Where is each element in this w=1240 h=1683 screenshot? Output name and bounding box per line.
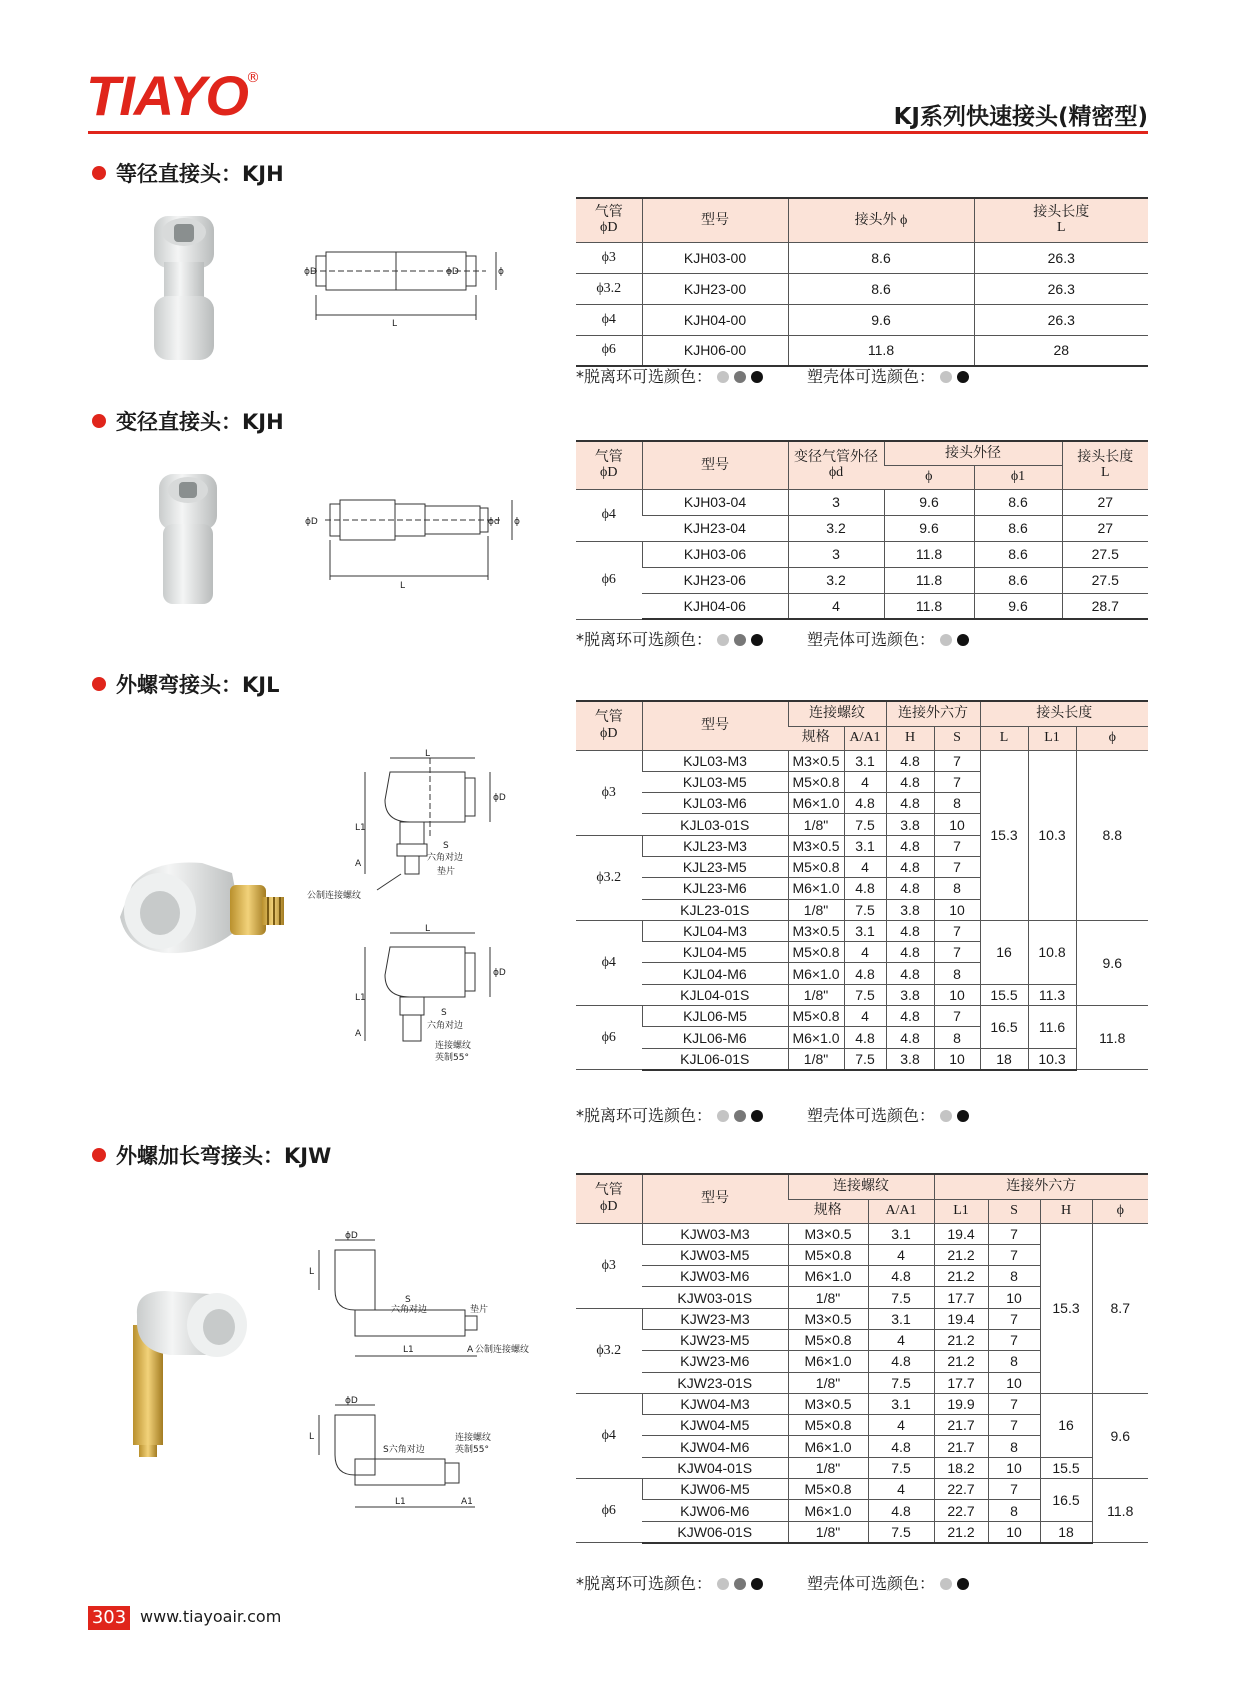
table-row: KJL23-M6 M6×1.0 4.8 4.8 8 bbox=[576, 878, 1148, 899]
label-conn-thread: 连接螺纹 bbox=[455, 1433, 492, 1443]
bullet-icon bbox=[92, 166, 106, 180]
table-row: KJL23-M5 M5×0.8 4 4.8 7 bbox=[576, 856, 1148, 877]
product-photo-kjw bbox=[125, 1285, 265, 1460]
th-od: 气管 ϕD bbox=[576, 198, 642, 242]
table-row: KJW04-01S 1/8" 7.5 18.2 10 15.5 bbox=[576, 1457, 1148, 1478]
th-thread: 连接螺纹 bbox=[788, 1174, 934, 1199]
label-british55: 英制55° bbox=[435, 1053, 469, 1063]
label-l1: L1 bbox=[403, 1345, 414, 1355]
table-row: KJW03-M5 M5×0.8 4 21.2 7 bbox=[576, 1244, 1148, 1265]
table-row: ϕ3 KJW03-M3 M3×0.5 3.1 19.4 7 15.3 8.7 bbox=[576, 1223, 1148, 1244]
th-od: 气管 ϕD bbox=[576, 701, 642, 750]
table-row: KJL03-M6 M6×1.0 4.8 4.8 8 bbox=[576, 793, 1148, 814]
label-british55: 英制55° bbox=[455, 1445, 489, 1455]
th-model: 型号 bbox=[642, 441, 788, 489]
table-row: KJL04-01S 1/8" 7.5 3.8 10 15.5 11.3 bbox=[576, 984, 1148, 1005]
page-number: 303 bbox=[88, 1606, 130, 1630]
table-row: ϕ6 KJH03-06 3 11.8 8.6 27.5 bbox=[576, 541, 1148, 567]
drawing-kjw bbox=[309, 1230, 555, 1520]
label-a: A bbox=[355, 859, 362, 869]
th-l1: L1 bbox=[1028, 726, 1076, 750]
label-a1: A1 bbox=[461, 1497, 473, 1507]
product-photo-kjl bbox=[112, 855, 302, 975]
label-s-2: S bbox=[441, 1008, 447, 1018]
label-l-2: L bbox=[425, 924, 431, 934]
th-model: 型号 bbox=[642, 198, 788, 242]
ring-color-3-icon bbox=[751, 1110, 763, 1122]
label-s: S bbox=[405, 1295, 411, 1305]
drawing-kjh-equal bbox=[296, 240, 511, 340]
ring-color-2-icon bbox=[734, 1110, 746, 1122]
label-a: A bbox=[467, 1345, 474, 1355]
header-rule bbox=[88, 131, 1148, 134]
th-phi1: ϕ1 bbox=[974, 465, 1062, 489]
table-row: KJW03-M6 M6×1.0 4.8 21.2 8 bbox=[576, 1266, 1148, 1287]
table-row: KJW03-01S 1/8" 7.5 17.7 10 bbox=[576, 1287, 1148, 1308]
label-washer: 垫片 bbox=[470, 1305, 489, 1315]
table-kjh-equal bbox=[576, 197, 1148, 367]
th-outer: 接头外径 bbox=[884, 441, 1062, 465]
bullet-icon bbox=[92, 414, 106, 428]
th-h: H bbox=[886, 726, 934, 750]
series-title: KJ系列快速接头(精密型) bbox=[893, 104, 1148, 130]
ring-color-1-icon bbox=[717, 634, 729, 646]
table-row: ϕ4 KJH04-00 9.6 26.3 bbox=[576, 304, 1148, 335]
body-color-1-icon bbox=[940, 371, 952, 383]
drawing-kjh-reducing bbox=[300, 490, 530, 590]
color-note-3: *脱离环可选颜色： 塑壳体可选颜色： bbox=[576, 1103, 969, 1126]
table-row: KJW04-M6 M6×1.0 4.8 21.7 8 bbox=[576, 1436, 1148, 1457]
table-row: KJW04-M5 M5×0.8 4 21.7 7 bbox=[576, 1415, 1148, 1436]
th-a: A/A1 bbox=[868, 1199, 934, 1223]
th-a: A/A1 bbox=[844, 726, 886, 750]
table-row: ϕ3 KJL03-M3 M3×0.5 3.1 4.8 7 15.3 10.3 8.8 bbox=[576, 750, 1148, 771]
table-row: KJW06-M6 M6×1.0 4.8 22.7 8 bbox=[576, 1500, 1148, 1521]
table-kjh-reducing bbox=[576, 440, 1148, 620]
ring-color-1-icon bbox=[717, 1110, 729, 1122]
label-l1: L1 bbox=[355, 823, 366, 833]
body-color-2-icon bbox=[957, 1110, 969, 1122]
label-phid-small: ϕd bbox=[488, 517, 500, 527]
label-metric-thread: 公制连接螺纹 bbox=[307, 891, 362, 901]
body-color-1-icon bbox=[940, 634, 952, 646]
table-row: KJW23-M5 M5×0.8 4 21.2 7 bbox=[576, 1329, 1148, 1350]
label-l: L bbox=[392, 319, 398, 329]
label-conn-thread: 连接螺纹 bbox=[435, 1041, 472, 1051]
label-phid: ϕD bbox=[493, 793, 506, 803]
th-phi: ϕ bbox=[884, 465, 974, 489]
th-thread: 连接螺纹 bbox=[788, 701, 886, 726]
label-metric-thread: 公制连接螺纹 bbox=[475, 1345, 530, 1355]
label-phid: ϕD bbox=[345, 1231, 358, 1241]
body-color-2-icon bbox=[957, 371, 969, 383]
body-color-1-icon bbox=[940, 1110, 952, 1122]
label-l: L bbox=[425, 749, 431, 759]
ring-color-2-icon bbox=[734, 1578, 746, 1590]
ring-color-3-icon bbox=[751, 634, 763, 646]
label-phi: ϕ bbox=[498, 267, 504, 277]
th-od: 气管 ϕD bbox=[576, 1174, 642, 1223]
table-row: KJL04-M5 M5×0.8 4 4.8 7 bbox=[576, 942, 1148, 963]
label-phid-right: ϕD bbox=[446, 267, 459, 277]
table-row: KJL03-01S 1/8" 7.5 3.8 10 bbox=[576, 814, 1148, 835]
label-hex-2: 六角对边 bbox=[427, 1021, 464, 1031]
registered-mark: ® bbox=[246, 70, 260, 86]
table-row: KJL23-01S 1/8" 7.5 3.8 10 bbox=[576, 899, 1148, 920]
th-outer: 接头外 ϕ bbox=[788, 198, 974, 242]
label-l1-2: L1 bbox=[355, 993, 366, 1003]
table-row: KJL04-M6 M6×1.0 4.8 4.8 8 bbox=[576, 963, 1148, 984]
table-row: ϕ4 KJL04-M3 M3×0.5 3.1 4.8 7 16 10.8 9.6 bbox=[576, 920, 1148, 941]
table-row: ϕ4 KJW04-M3 M3×0.5 3.1 19.9 7 16 9.6 bbox=[576, 1393, 1148, 1414]
ring-color-3-icon bbox=[751, 1578, 763, 1590]
table-row: ϕ3 KJH03-00 8.6 26.3 bbox=[576, 242, 1148, 273]
table-row: KJH04-06 4 11.8 9.6 28.7 bbox=[576, 593, 1148, 619]
label-washer: 垫片 bbox=[437, 867, 456, 877]
label-phi: ϕ bbox=[514, 517, 520, 527]
drawing-kjl bbox=[307, 749, 535, 1070]
th-spec: 规格 bbox=[788, 726, 844, 750]
label-l: L bbox=[309, 1267, 315, 1277]
th-length: 接头长度 bbox=[980, 701, 1148, 726]
label-s: S bbox=[443, 841, 449, 851]
th-hex: 连接外六方 bbox=[886, 701, 980, 726]
th-reduce: 变径气管外径 ϕd bbox=[788, 441, 884, 489]
label-l: L bbox=[400, 581, 406, 591]
section-title-kjl: 外螺弯接头：KJL bbox=[92, 669, 279, 699]
table-row: ϕ3.2 KJH23-00 8.6 26.3 bbox=[576, 273, 1148, 304]
table-row: KJL06-M6 M6×1.0 4.8 4.8 8 bbox=[576, 1027, 1148, 1048]
th-spec: 规格 bbox=[788, 1199, 868, 1223]
product-photo-kjh-reducing bbox=[155, 470, 225, 610]
ring-color-1-icon bbox=[717, 371, 729, 383]
body-color-2-icon bbox=[957, 634, 969, 646]
th-h: H bbox=[1040, 1199, 1092, 1223]
label-phid-left: ϕD bbox=[304, 267, 317, 277]
website-link[interactable]: www.tiayoair.com bbox=[140, 1607, 282, 1626]
label-phid: ϕD bbox=[305, 517, 318, 527]
label-phid-2: ϕD bbox=[493, 968, 506, 978]
th-model: 型号 bbox=[642, 1174, 788, 1223]
bullet-icon bbox=[92, 1148, 106, 1162]
label-hex: 六角对边 bbox=[391, 1305, 428, 1315]
table-row: ϕ4 KJH03-04 3 9.6 8.6 27 bbox=[576, 489, 1148, 515]
th-length: 接头长度 L bbox=[974, 198, 1148, 242]
color-note-2: *脱离环可选颜色： 塑壳体可选颜色： bbox=[576, 627, 969, 650]
label-l1-2: L1 bbox=[395, 1497, 406, 1507]
th-s: S bbox=[934, 726, 980, 750]
section-title-kjh-reducing: 变径直接头：KJH bbox=[92, 406, 284, 436]
table-row: KJW06-01S 1/8" 7.5 21.2 10 18 bbox=[576, 1521, 1148, 1543]
ring-color-2-icon bbox=[734, 371, 746, 383]
ring-color-3-icon bbox=[751, 371, 763, 383]
th-model: 型号 bbox=[642, 701, 788, 750]
label-l-2: L bbox=[309, 1432, 315, 1442]
th-s: S bbox=[988, 1199, 1040, 1223]
ring-color-1-icon bbox=[717, 1578, 729, 1590]
th-od: 气管 ϕD bbox=[576, 441, 642, 489]
table-row: ϕ6 KJW06-M5 M5×0.8 4 22.7 7 16.5 11.8 bbox=[576, 1479, 1148, 1500]
product-photo-kjh-equal bbox=[150, 210, 220, 365]
body-color-2-icon bbox=[957, 1578, 969, 1590]
table-row: ϕ6 KJL06-M5 M5×0.8 4 4.8 7 16.5 11.6 11.8 bbox=[576, 1006, 1148, 1027]
color-note-4: *脱离环可选颜色： 塑壳体可选颜色： bbox=[576, 1571, 969, 1594]
table-kjl bbox=[576, 700, 1148, 1071]
table-row: ϕ6 KJH06-00 11.8 28 bbox=[576, 335, 1148, 366]
table-row: KJH23-06 3.2 11.8 8.6 27.5 bbox=[576, 567, 1148, 593]
section-title-kjh-equal: 等径直接头：KJH bbox=[92, 158, 284, 188]
table-row: KJL06-01S 1/8" 7.5 3.8 10 18 10.3 bbox=[576, 1048, 1148, 1070]
section-title-kjw: 外螺加长弯接头：KJW bbox=[92, 1140, 331, 1170]
table-row: ϕ3.2 KJL23-M3 M3×0.5 3.1 4.8 7 bbox=[576, 835, 1148, 856]
th-length: 接头长度 L bbox=[1062, 441, 1148, 489]
table-row: ϕ3.2 KJW23-M3 M3×0.5 3.1 19.4 7 bbox=[576, 1308, 1148, 1329]
bullet-icon bbox=[92, 677, 106, 691]
table-row: KJW23-M6 M6×1.0 4.8 21.2 8 bbox=[576, 1351, 1148, 1372]
table-row: KJW23-01S 1/8" 7.5 17.7 10 bbox=[576, 1372, 1148, 1393]
body-color-1-icon bbox=[940, 1578, 952, 1590]
ring-color-2-icon bbox=[734, 634, 746, 646]
label-phid-2: ϕD bbox=[345, 1396, 358, 1406]
th-phi: ϕ bbox=[1076, 726, 1148, 750]
th-l: L bbox=[980, 726, 1028, 750]
table-row: KJH23-04 3.2 9.6 8.6 27 bbox=[576, 515, 1148, 541]
table-row: KJL03-M5 M5×0.8 4 4.8 7 bbox=[576, 771, 1148, 792]
th-hex: 连接外六方 bbox=[934, 1174, 1148, 1199]
color-note-1: *脱离环可选颜色： 塑壳体可选颜色： bbox=[576, 364, 969, 387]
label-s-hex: S六角对边 bbox=[383, 1445, 425, 1455]
label-hex: 六角对边 bbox=[427, 853, 464, 863]
th-l1: L1 bbox=[934, 1199, 988, 1223]
kjh-equal-body bbox=[576, 242, 1148, 366]
label-a-2: A bbox=[355, 1029, 362, 1039]
brand-logo: TIAYO bbox=[86, 64, 248, 127]
table-kjw bbox=[576, 1173, 1148, 1544]
th-phi: ϕ bbox=[1092, 1199, 1148, 1223]
